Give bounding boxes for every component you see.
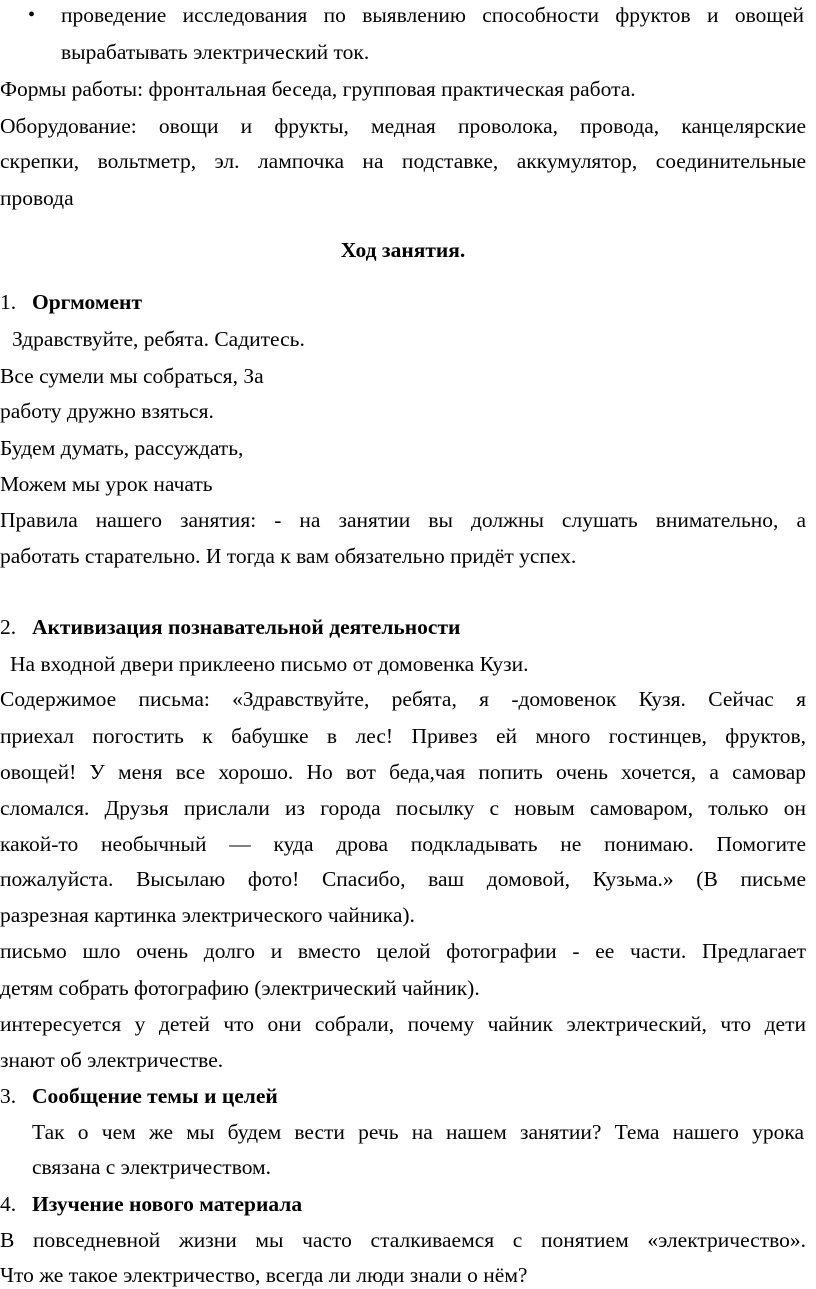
section-2-line: сломался. Друзья прислали из города посылку с новым самоваром, только он — [0, 796, 806, 820]
section-1-title: Оргмомент — [32, 290, 142, 314]
section-1-line: Здравствуйте, ребята. Садитесь. — [12, 327, 305, 351]
section-4-title: Изучение нового материала — [32, 1192, 303, 1216]
section-2-line: пожалуйста. Высылаю фото! Спасибо, ваш домовой, Кузьма.» (В письме — [0, 867, 806, 891]
equipment-line-1: Оборудование: овощи и фрукты, медная проволока, провода, канцелярские — [0, 114, 806, 138]
goal-bullet: • — [28, 4, 36, 26]
section-2-title: Активизация познавательной деятельности — [32, 615, 461, 639]
section-2-line: знают об электричестве. — [0, 1048, 224, 1072]
section-2-line: интересуется у детей что они собрали, почему чайник электрический, что дети — [0, 1012, 806, 1036]
goal-item-line-2: вырабатывать электрический ток. — [61, 40, 370, 64]
lesson-heading: Ход занятия. — [340, 238, 466, 262]
section-3-number: 3. — [0, 1084, 17, 1108]
goal-item-line-1: проведение исследования по выявлению способности фруктов и овощей — [61, 3, 804, 27]
section-1-line: Правила нашего занятия: - на занятии вы должны слушать внимательно, а — [0, 508, 806, 532]
section-1-line: работу дружно взяться. — [0, 399, 214, 423]
section-2-line: разрезная картинка электрического чайника). — [0, 903, 415, 927]
section-2-line: письмо шло очень долго и вместо целой фотографии - ее части. Предлагает — [0, 939, 806, 963]
section-1-line: работать старательно. И тогда к вам обязательно придёт успех. — [0, 544, 577, 568]
section-1-number: 1. — [0, 290, 17, 314]
section-1-line: Все сумели мы собраться, За — [0, 364, 264, 388]
section-4-number: 4. — [0, 1192, 17, 1216]
equipment-line-2: скрепки, вольтметр, эл. лампочка на подставке, аккумулятор, соединительные — [0, 149, 806, 173]
section-1-line: Можем мы урок начать — [0, 472, 213, 496]
section-2-number: 2. — [0, 615, 17, 639]
section-3-line: Так о чем же мы будем вести речь на нашем занятии? Тема нашего урока — [32, 1120, 804, 1144]
section-2-line: приехал погостить к бабушке в лес! Привез ей много гостинцев, фруктов, — [0, 724, 806, 748]
section-2-line: На входной двери приклеено письмо от домовенка Кузи. — [10, 652, 529, 676]
equipment-line-3: провода — [0, 186, 74, 210]
section-2-line: какой-то необычный — куда дрова подкладывать не понимаю. Помогите — [0, 832, 806, 856]
section-2-line: овощей! У меня все хорошо. Но вот беда,чая попить очень хочется, а самовар — [0, 760, 806, 784]
section-4-line: Что же такое электричество, всегда ли люди знали о нём? — [0, 1263, 528, 1287]
section-3-line: связана с электричеством. — [32, 1155, 272, 1179]
section-2-line: детям собрать фотографию (электрический чайник). — [0, 976, 480, 1000]
section-4-line: В повседневной жизни мы часто сталкиваемся с понятием «электричество». — [0, 1228, 806, 1252]
section-2-line: Содержимое письма: «Здравствуйте, ребята, я -домовенок Кузя. Сейчас я — [0, 687, 806, 711]
section-1-line: Будем думать, рассуждать, — [0, 436, 244, 460]
work-forms: Формы работы: фронтальная беседа, групповая практическая работа. — [0, 77, 636, 101]
section-3-title: Сообщение темы и целей — [32, 1084, 278, 1108]
